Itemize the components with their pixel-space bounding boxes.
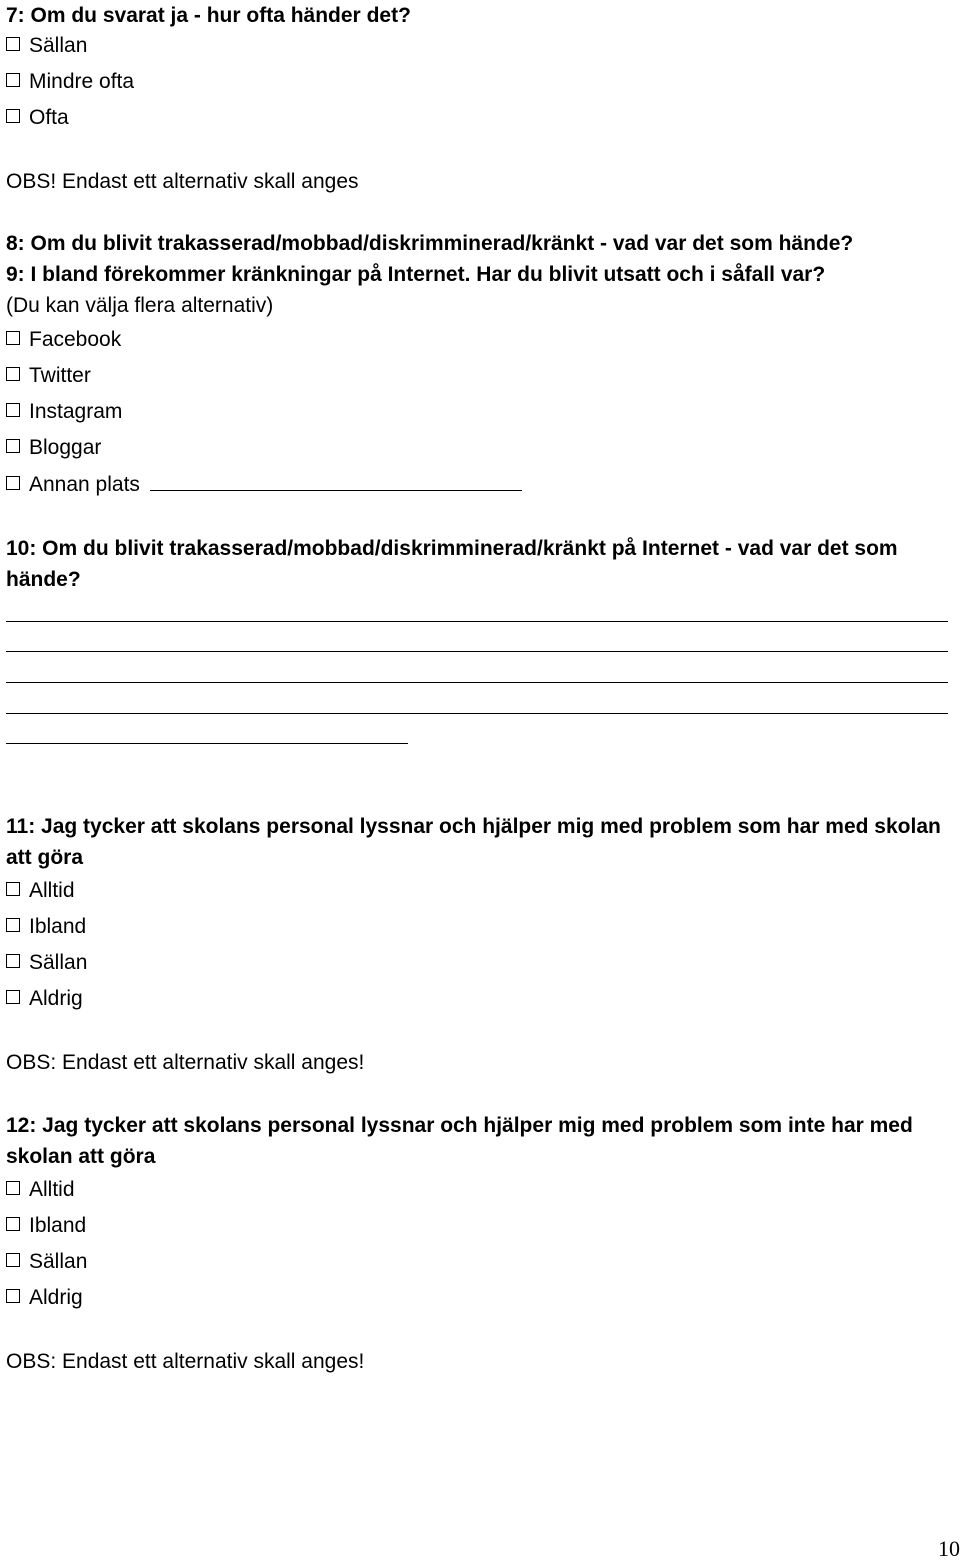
option-q7-ofta[interactable] bbox=[6, 106, 69, 136]
option-q11-alltid[interactable] bbox=[6, 879, 75, 909]
checkbox-icon[interactable] bbox=[6, 1217, 20, 1231]
question-11: 11: Jag tycker att skolans personal lyssnar och hjälper mig med problem som har med skolan att göra bbox=[6, 815, 941, 869]
checkbox-icon[interactable] bbox=[6, 331, 20, 345]
note-q12: OBS: Endast ett alternativ skall anges! bbox=[6, 1350, 365, 1373]
answer-line[interactable] bbox=[6, 713, 948, 714]
option-label: Annan plats bbox=[29, 473, 140, 496]
option-q9-facebook[interactable] bbox=[6, 328, 121, 358]
checkbox-icon[interactable] bbox=[6, 439, 20, 453]
option-label: Mindre ofta bbox=[29, 70, 135, 93]
note-q7: OBS! Endast ett alternativ skall anges bbox=[6, 170, 359, 193]
option-q9-annan-plats[interactable] bbox=[6, 472, 522, 502]
annan-plats-answer-line[interactable] bbox=[150, 472, 522, 491]
option-q7-mindre-ofta[interactable] bbox=[6, 70, 134, 100]
answer-line[interactable] bbox=[6, 621, 948, 622]
question-10: 10: Om du blivit trakasserad/mobbad/diskrimminerad/kränkt på Internet - vad var det som hände? bbox=[6, 537, 898, 591]
option-q11-sallan[interactable] bbox=[6, 951, 87, 981]
option-q12-aldrig[interactable] bbox=[6, 1286, 83, 1316]
option-q12-alltid[interactable] bbox=[6, 1178, 75, 1208]
checkbox-icon[interactable] bbox=[6, 403, 20, 417]
option-q9-instagram[interactable] bbox=[6, 400, 122, 430]
answer-line[interactable] bbox=[6, 651, 948, 652]
note-q11: OBS: Endast ett alternativ skall anges! bbox=[6, 1051, 365, 1074]
question-9: 9: I bland förekommer kränkningar på Internet. Har du blivit utsatt och i såfall var? bbox=[6, 263, 826, 286]
checkbox-icon[interactable] bbox=[6, 109, 20, 123]
answer-line[interactable] bbox=[6, 743, 408, 744]
checkbox-icon[interactable] bbox=[6, 476, 20, 490]
option-label: Sällan bbox=[29, 34, 88, 57]
option-label: Facebook bbox=[29, 328, 122, 351]
option-q7-sallan[interactable] bbox=[6, 34, 87, 64]
option-label: Aldrig bbox=[29, 987, 83, 1010]
checkbox-icon[interactable] bbox=[6, 918, 20, 932]
option-label: Bloggar bbox=[29, 436, 102, 459]
option-q9-twitter[interactable] bbox=[6, 364, 91, 394]
page-number: 10 bbox=[938, 1536, 960, 1561]
checkbox-icon[interactable] bbox=[6, 882, 20, 896]
option-q12-ibland[interactable] bbox=[6, 1214, 86, 1244]
option-label: Twitter bbox=[29, 364, 91, 387]
checkbox-icon[interactable] bbox=[6, 1181, 20, 1195]
option-label: Alltid bbox=[29, 879, 75, 902]
option-label: Sällan bbox=[29, 951, 88, 974]
hint-q9: (Du kan välja flera alternativ) bbox=[6, 294, 274, 317]
answer-line[interactable] bbox=[6, 682, 948, 683]
option-label: Ibland bbox=[29, 1214, 87, 1237]
checkbox-icon[interactable] bbox=[6, 1289, 20, 1303]
option-q9-bloggar[interactable] bbox=[6, 436, 101, 466]
checkbox-icon[interactable] bbox=[6, 37, 20, 51]
checkbox-icon[interactable] bbox=[6, 954, 20, 968]
checkbox-icon[interactable] bbox=[6, 1253, 20, 1267]
option-q11-ibland[interactable] bbox=[6, 915, 86, 945]
question-8: 8: Om du blivit trakasserad/mobbad/diskrimminerad/kränkt - vad var det som hände? bbox=[6, 232, 854, 255]
option-label: Ofta bbox=[29, 106, 69, 129]
option-label: Aldrig bbox=[29, 1286, 83, 1309]
checkbox-icon[interactable] bbox=[6, 367, 20, 381]
checkbox-icon[interactable] bbox=[6, 73, 20, 87]
question-7: 7: Om du svarat ja - hur ofta händer det? bbox=[6, 4, 411, 27]
option-label: Alltid bbox=[29, 1178, 75, 1201]
option-label: Ibland bbox=[29, 915, 87, 938]
checkbox-icon[interactable] bbox=[6, 990, 20, 1004]
option-q12-sallan[interactable] bbox=[6, 1250, 87, 1280]
option-label: Sällan bbox=[29, 1250, 88, 1273]
option-label: Instagram bbox=[29, 400, 123, 423]
option-q11-aldrig[interactable] bbox=[6, 987, 83, 1017]
question-12: 12: Jag tycker att skolans personal lyssnar och hjälper mig med problem som inte har med skolan att göra bbox=[6, 1114, 913, 1168]
